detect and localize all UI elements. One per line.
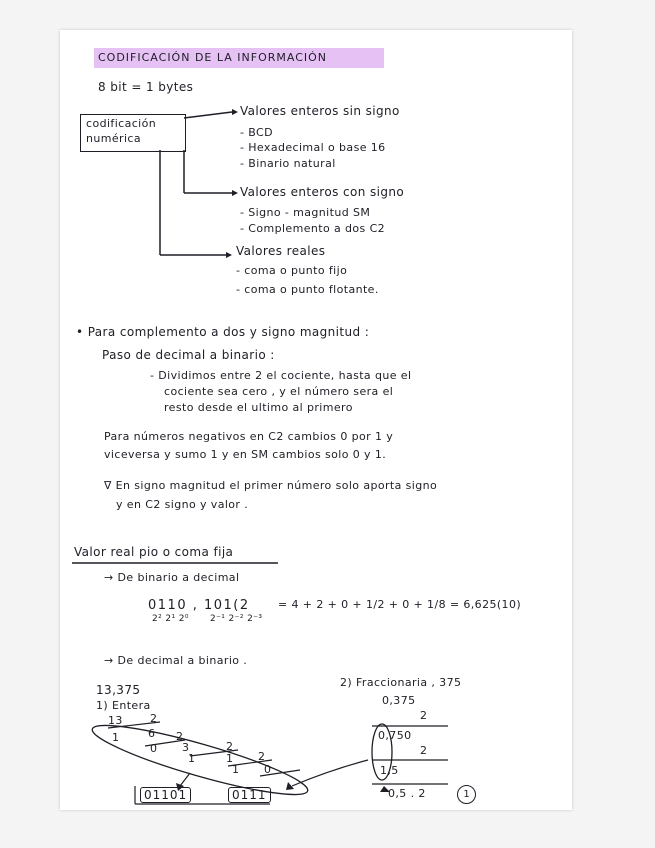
dec-to-bin2-heading: → De decimal a binario . [104,654,248,667]
division-digit: 0 [264,763,272,776]
division-digit: 1 [232,763,240,776]
sign-line-2: y en C2 signo y valor . [116,498,249,511]
division-line-1: - Dividimos entre 2 el cociente, hasta que el [150,369,412,382]
fraction-step: 0,750 [378,729,412,742]
category-item: - BCD [240,126,273,139]
sign-line-1: ∇ En signo magnitud el primer número solo aporta signo [104,479,438,492]
division-digit: 2 [226,740,234,753]
binary-number: 0110 , 101(2 [148,598,250,613]
fraction-step: 2 [420,744,428,757]
category-heading-real: Valores reales [236,244,326,258]
category-item: - coma o punto fijo [236,264,348,277]
negative-line-2: viceversa y sumo 1 y en SM cambios solo 0 y 1. [104,448,387,461]
division-digit: 2 [176,730,184,743]
division-digit: 1 [112,731,120,744]
integer-result-box: 01101 [140,787,191,803]
fraction-step: 0,5 . 2 [388,787,426,800]
category-heading-signed: Valores enteros con signo [240,185,405,199]
fixed-point-title: Valor real pio o coma fija [74,545,234,559]
fraction-result-box: 0111 [228,787,271,803]
category-item: - Binario natural [240,157,336,170]
division-digit: 13 [108,714,123,727]
division-digit: 6 [148,727,156,740]
category-item: - Hexadecimal o base 16 [240,141,386,154]
division-digit: 2 [150,712,158,725]
division-line-3: resto desde el ultimo al primero [164,401,353,414]
division-digit: 2 [258,750,266,763]
complement-note: • Para complemento a dos y signo magnitud : [76,325,370,339]
division-digit: 3 [182,741,190,754]
fraction-part-label: 2) Fraccionaria , 375 [340,676,462,689]
dec-to-bin-heading: Paso de decimal a binario : [102,348,275,362]
negative-line-1: Para números negativos en C2 cambios 0 por 1 y [104,430,394,443]
division-digit: 1 [188,752,196,765]
bin-to-dec-heading: → De binario a decimal [104,571,240,584]
integer-part-label: 1) Entera [96,699,151,712]
binary-result: = 4 + 2 + 0 + 1/2 + 0 + 1/8 = 6,625(10) [278,598,522,611]
fraction-step: 0,375 [382,694,416,707]
main-box-line-2: numérica [86,132,141,145]
category-item: - Signo - magnitud SM [240,206,371,219]
fraction-step: 2 [420,709,428,722]
powers-fraction: 2⁻¹ 2⁻² 2⁻³ [210,614,263,624]
example-number: 13,375 [96,683,141,697]
division-line-2: cociente sea cero , y el número sera el [164,385,394,398]
category-heading-unsigned: Valores enteros sin signo [240,104,400,118]
category-item: - Complemento a dos C2 [240,222,386,235]
division-digit: 1 [226,752,234,765]
division-digit: 0 [150,742,158,755]
page-title: CODIFICACIÓN DE LA INFORMACIÓN [98,51,327,64]
main-box-line-1: codificación [86,117,157,130]
circled-digit: 1 [457,785,476,804]
powers-integer: 2² 2¹ 2⁰ [152,614,189,624]
fraction-step: 1,5 [380,764,399,777]
bits-bytes-note: 8 bit = 1 bytes [98,80,194,94]
category-item: - coma o punto flotante. [236,283,379,296]
